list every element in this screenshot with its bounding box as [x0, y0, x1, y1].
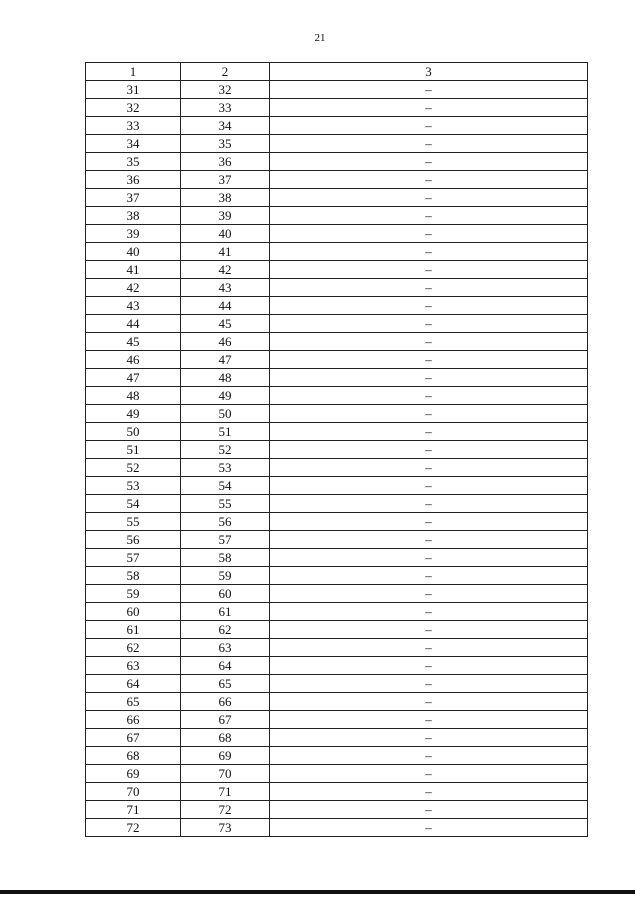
table-row: [86, 225, 588, 243]
table-row: [86, 621, 588, 639]
table-cell-col3: –: [270, 441, 588, 459]
table-row: [86, 369, 588, 387]
table-cell-col2: 56: [181, 513, 270, 531]
table-row: [86, 639, 588, 657]
table-cell-col1: 61: [86, 621, 181, 639]
table-cell-col2: 66: [181, 693, 270, 711]
table-row: [86, 153, 588, 171]
table-cell-col1: 38: [86, 207, 181, 225]
column-header-1: 1: [86, 63, 181, 81]
table-cell-col1: 40: [86, 243, 181, 261]
table-cell-col2: 64: [181, 657, 270, 675]
table-cell-col3: –: [270, 225, 588, 243]
table-cell-col3: –: [270, 765, 588, 783]
table-cell-col3: –: [270, 405, 588, 423]
table-cell-col1: 48: [86, 387, 181, 405]
table-cell-col3: –: [270, 315, 588, 333]
table-row: [86, 729, 588, 747]
table-row: [86, 549, 588, 567]
table-row: [86, 531, 588, 549]
table-cell-col2: 44: [181, 297, 270, 315]
table-cell-col1: 43: [86, 297, 181, 315]
table-cell-col2: 47: [181, 351, 270, 369]
table-cell-col1: 71: [86, 801, 181, 819]
table-row: [86, 315, 588, 333]
table-cell-col2: 62: [181, 621, 270, 639]
table-row: [86, 351, 588, 369]
table-cell-col2: 51: [181, 423, 270, 441]
table-cell-col2: 67: [181, 711, 270, 729]
table-cell-col2: 46: [181, 333, 270, 351]
table-row: [86, 495, 588, 513]
table-row: [86, 423, 588, 441]
table-cell-col3: –: [270, 531, 588, 549]
table-cell-col3: –: [270, 585, 588, 603]
table-cell-col1: 44: [86, 315, 181, 333]
table-row: [86, 189, 588, 207]
table-cell-col2: 36: [181, 153, 270, 171]
table-cell-col3: –: [270, 549, 588, 567]
table-cell-col2: 43: [181, 279, 270, 297]
table-row: [86, 99, 588, 117]
table-cell-col3: –: [270, 621, 588, 639]
table-cell-col2: 63: [181, 639, 270, 657]
table-cell-col3: –: [270, 801, 588, 819]
table-cell-col2: 73: [181, 819, 270, 837]
table-cell-col3: –: [270, 783, 588, 801]
column-header-3: 3: [270, 63, 588, 81]
table-cell-col1: 37: [86, 189, 181, 207]
table-cell-col2: 72: [181, 801, 270, 819]
table-cell-col3: –: [270, 657, 588, 675]
table-cell-col3: –: [270, 819, 588, 837]
table-cell-col1: 70: [86, 783, 181, 801]
table-cell-col3: –: [270, 459, 588, 477]
table-cell-col1: 31: [86, 81, 181, 99]
table-cell-col1: 49: [86, 405, 181, 423]
table-cell-col1: 51: [86, 441, 181, 459]
table-cell-col1: 36: [86, 171, 181, 189]
table-cell-col1: 64: [86, 675, 181, 693]
table-row: [86, 333, 588, 351]
table-cell-col3: –: [270, 333, 588, 351]
table-cell-col3: –: [270, 693, 588, 711]
table-row: [86, 657, 588, 675]
table-cell-col3: –: [270, 351, 588, 369]
table-header: [86, 63, 588, 81]
table-cell-col1: 60: [86, 603, 181, 621]
table-cell-col1: 54: [86, 495, 181, 513]
table-cell-col1: 52: [86, 459, 181, 477]
table-cell-col2: 39: [181, 207, 270, 225]
table-cell-col3: –: [270, 171, 588, 189]
table-row: [86, 801, 588, 819]
table-cell-col2: 69: [181, 747, 270, 765]
table-cell-col2: 71: [181, 783, 270, 801]
table-cell-col3: –: [270, 567, 588, 585]
table-row: [86, 711, 588, 729]
table-cell-col3: –: [270, 279, 588, 297]
table-cell-col3: –: [270, 603, 588, 621]
table-cell-col3: –: [270, 297, 588, 315]
table-cell-col3: –: [270, 369, 588, 387]
table-cell-col2: 35: [181, 135, 270, 153]
table-row: [86, 603, 588, 621]
table-cell-col2: 42: [181, 261, 270, 279]
table-cell-col2: 41: [181, 243, 270, 261]
table-cell-col3: –: [270, 423, 588, 441]
table-cell-col2: 48: [181, 369, 270, 387]
table-row: [86, 207, 588, 225]
table-row: [86, 117, 588, 135]
table-row: [86, 297, 588, 315]
table-cell-col2: 32: [181, 81, 270, 99]
table-cell-col3: –: [270, 675, 588, 693]
table-cell-col2: 40: [181, 225, 270, 243]
table-cell-col1: 72: [86, 819, 181, 837]
table-header-row: [86, 63, 588, 81]
table-cell-col3: –: [270, 387, 588, 405]
table-row: [86, 387, 588, 405]
table-row: [86, 585, 588, 603]
table-cell-col3: –: [270, 207, 588, 225]
table-cell-col2: 60: [181, 585, 270, 603]
table-cell-col2: 54: [181, 477, 270, 495]
table-cell-col1: 42: [86, 279, 181, 297]
table-cell-col2: 34: [181, 117, 270, 135]
table-cell-col2: 61: [181, 603, 270, 621]
page-number: 21: [314, 32, 326, 44]
table-cell-col3: –: [270, 639, 588, 657]
table-cell-col1: 35: [86, 153, 181, 171]
table-cell-col3: –: [270, 513, 588, 531]
table-cell-col1: 59: [86, 585, 181, 603]
table-body: [86, 81, 588, 837]
table-cell-col2: 59: [181, 567, 270, 585]
table-cell-col1: 56: [86, 531, 181, 549]
table-cell-col2: 33: [181, 99, 270, 117]
bottom-rule: [0, 890, 635, 894]
table-cell-col1: 32: [86, 99, 181, 117]
table-row: [86, 441, 588, 459]
table-cell-col1: 62: [86, 639, 181, 657]
table-cell-col3: –: [270, 711, 588, 729]
table-cell-col1: 39: [86, 225, 181, 243]
column-header-2: 2: [181, 63, 270, 81]
table-cell-col1: 47: [86, 369, 181, 387]
table-row: [86, 81, 588, 99]
table-cell-col3: –: [270, 135, 588, 153]
table-row: [86, 459, 588, 477]
table-cell-col2: 37: [181, 171, 270, 189]
table-cell-col1: 69: [86, 765, 181, 783]
table-row: [86, 261, 588, 279]
table-cell-col1: 68: [86, 747, 181, 765]
table-cell-col1: 34: [86, 135, 181, 153]
table-cell-col1: 55: [86, 513, 181, 531]
table-cell-col1: 58: [86, 567, 181, 585]
table-cell-col3: –: [270, 495, 588, 513]
table-row: [86, 135, 588, 153]
table-cell-col2: 50: [181, 405, 270, 423]
table-cell-col1: 66: [86, 711, 181, 729]
table-row: [86, 513, 588, 531]
table-row: [86, 171, 588, 189]
table-cell-col1: 45: [86, 333, 181, 351]
table-cell-col1: 65: [86, 693, 181, 711]
table-cell-col1: 57: [86, 549, 181, 567]
table-row: [86, 693, 588, 711]
table-cell-col1: 41: [86, 261, 181, 279]
table-row: [86, 567, 588, 585]
table-cell-col1: 63: [86, 657, 181, 675]
data-table: [85, 62, 588, 837]
table-cell-col3: –: [270, 261, 588, 279]
table-cell-col3: –: [270, 747, 588, 765]
table-row: [86, 675, 588, 693]
table-cell-col1: 33: [86, 117, 181, 135]
table-cell-col2: 58: [181, 549, 270, 567]
table-cell-col2: 57: [181, 531, 270, 549]
table-cell-col2: 38: [181, 189, 270, 207]
table-cell-col2: 49: [181, 387, 270, 405]
table-row: [86, 405, 588, 423]
table-row: [86, 765, 588, 783]
table-cell-col2: 52: [181, 441, 270, 459]
table-cell-col2: 65: [181, 675, 270, 693]
table-row: [86, 819, 588, 837]
table-cell-col1: 50: [86, 423, 181, 441]
table-row: [86, 477, 588, 495]
table-cell-col2: 68: [181, 729, 270, 747]
table-cell-col3: –: [270, 81, 588, 99]
table-row: [86, 279, 588, 297]
table-cell-col2: 53: [181, 459, 270, 477]
table-cell-col3: –: [270, 99, 588, 117]
table-cell-col1: 67: [86, 729, 181, 747]
table-cell-col3: –: [270, 477, 588, 495]
table-cell-col3: –: [270, 117, 588, 135]
table-cell-col3: –: [270, 153, 588, 171]
table-cell-col1: 53: [86, 477, 181, 495]
table-cell-col2: 70: [181, 765, 270, 783]
table-cell-col1: 46: [86, 351, 181, 369]
table-row: [86, 783, 588, 801]
table-row: [86, 747, 588, 765]
table-cell-col3: –: [270, 729, 588, 747]
table-cell-col2: 45: [181, 315, 270, 333]
table-cell-col2: 55: [181, 495, 270, 513]
table-row: [86, 243, 588, 261]
table-cell-col3: –: [270, 189, 588, 207]
table-cell-col3: –: [270, 243, 588, 261]
